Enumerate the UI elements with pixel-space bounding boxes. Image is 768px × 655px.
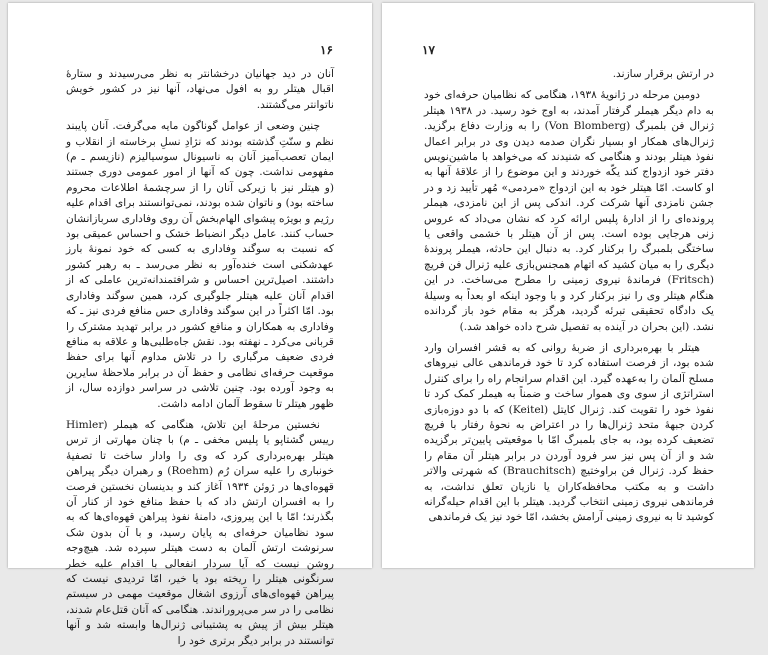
page-number: ۱۷ — [422, 43, 435, 57]
paragraph: چنین وضعی از عوامل گوناگون مایه می‌گرفت. آنان پایبند نظم و سنّتِ گذشته بودند که نژادِ نسلِ برخاسته از انقلاب و ایمان تعصب‌آمیز آنان به ناسیونال سوسیالیزم (نازیسم ـ م) مفهومی نداشت. چون که آنها از امور عمومی دوری جستند (و هیتلر نیز با زیرکی آنان را از سرچشمهٔ اطلاعات محروم ساخته بود) و ناتوان شده بودند، نمی‌توانستند برای اقدام علیه رژیم و بویژه پیشوای الهام‌بخش آن روی وفاداری سربازانشان حساب کنند. عامل دیگر انضباط خشک و احساس عمیقی بود که نسبت به سوگند وفاداری به کسی که خود نمونهٔ بارز عهدشکنی است خنده‌آور به نظر می‌رسد ـ به رهبر کشور داشتند. اصیل‌ترین احساس و شرافتمندانه‌ترین عاملی که از اقدام آنان علیه هیتلر جلوگیری کرد، همین سوگند وفاداری بود. امّا اکثراً در این سوگند وفاداری حس منافع فردی نیز ـ که وفاداری به همکاران و منافع کشور در برابر تهدید مشترک را قربانی می‌کرد ـ نهفته بود. نقش جاه‌طلبی‌ها و علاقه به منافع فردی ضعیف مرگباری را در تلاش مداوم آنها برای حفظ موقعیت حرفه‌ای نظامی و حفظ آن در برابر ملاحظهٔ سایرین به وجود آورده بود. چنین تلاشی در سراسر دوازده سال، از ظهور هیتلر تا سقوط آلمان ادامه داشت. — [66, 120, 334, 410]
paragraph: هیتلر با بهره‌برداری از ضربهٔ روانی که به قشر افسران وارد شده بود، از فرصت استفاده کرد تا خود فرماندهی عالی نیروهای مسلح آلمان را به‌عهده گیرد. این اقدام سرانجام راه را برای کنترل استراتژی از سوی وی هموار ساخت و ضمناً به هیملر کمک کرد تا نفوذ خود را تقویت کند. ژنرال کایتل (Keitel) که با دو دوزه‌بازی کردن جبههٔ متحد ژنرال‌ها را در اعتراض به نحوهٔ رفتار با فریچ تضعیف کرده بود، به جای بلمبرگ امّا با موقعیتی پایین‌تر برگزیده شد و از آن پس نیز سر فرود آوردن در برابر هیتلر آن مقام را حفظ کرد. ژنرال فن براوختیچ (Brauchitsch) که شهرتی والاتر داشت و به مکتب محافظه‌کاران یا نازیان تعلق نداشت، به فرماندهی نیروی زمینی انتخاب گردید. هیتلر با این اقدام حیله‌گرانه کوشید تا به نیروی زمینی آرامش بخشد، امّا خود نیز یک فرماندهی — [424, 341, 714, 524]
paragraph: دومین مرحله در ژانویهٔ ۱۹۳۸، هنگامی که نظامیان حرفه‌ای خود به دام دیگر هیملر گرفتار آمدند، به اوج خود رسید. در ۱۹۳۸ هیتلر ژنرال فن بلمبرگ (Von Blomberg) را به وزارت دفاع برگزید. ژنرال‌های همکار او بسیار نگران صدمه دیدن وی در برابر اعمال نفوذ هیتلر بودند و هنگامی که شنیدند که می‌خواهد با ماشین‌نویس دفتر خود ازدواج کند یکّه خوردند و این موضوع را از علاقهٔ آنها به او کاست. امّا هیتلر خود به این ازدواج «مردمی» مُهر تأیید زد و در جشن نامزدی آنها شرکت کرد. اندکی پس از این نامزدی، هیملر پرونده‌ای را از ادارهٔ پلیس ارائه کرد که نشان می‌داد که عروس زنی هرجایی بوده است. پس از آن هیتلر با خشمی واقعی یا ساختگی بلمبرگ را برکنار کرد. به دنبال این حادثه، هیملر پروندهٔ دیگری را به میان کشید که اتهام همجنس‌بازی علیه ژنرال فن فریچ (Fritsch) فرماندهٔ نیروی زمینی را مطرح می‌ساخت. در این هنگام هیتلر وی را نیز برکنار کرد و با وجود اینکه او بعداً به وسیلهٔ یک دادگاه تحقیقی تبرئه گردید، هرگز به مقام خود باز گردانده نشد. (این بحران در آینده به تفصیل شرح داده خواهد شد.) — [424, 89, 714, 333]
paragraph: آنان در دید جهانیان درخشانتر به نظر می‌رسیدند و ستارهٔ اقبال هیتلر رو به افول می‌نهاد، آنها نیز در کشور خویش ناتوانتر می‌گشتند. — [66, 68, 334, 111]
paragraph: در ارتش برقرار سازند. — [612, 68, 714, 80]
page-right — [382, 3, 754, 568]
page-body — [424, 67, 714, 532]
page-number: ۱۶ — [320, 43, 333, 57]
page-left — [8, 3, 372, 647]
page-body — [66, 67, 334, 655]
paragraph: نخستین مرحلهٔ این تلاش، هنگامی که هیملر (Himler رییس گشتاپو یا پلیس مخفی ـ م) با چنان مهارتی از ترس هیتلر بهره‌برداری کرد که وی را وادار ساخت تا تصفیهٔ خونباری را علیه سران رُم (Roehm) و رهبران دیگر پیراهن قهوه‌ای‌ها در ژوئن ۱۹۳۴ آغاز کند و بدینسان نخستین فرصت را به افسران ارتش داد که با حفظ منافع خود از کنار آن بگذرند؛ امّا با این پیروزی، دامنهٔ نفوذ پیراهن قهوه‌ای‌ها که به سود نظامیان حرفه‌ای به پایان رسید، و با آن بدون شک سرنوشت ارتش آلمان به دست هیتلر سپرده شد. هیچ‌وجه روشن نیست که آیا سردار انفعالی با اقدام علیه خطر سرنگونی هیتلر را ریخته بود یا خیر، امّا تردیدی نیست که پیراهن قهوه‌ای‌های آرزوی اشغال موقعیت مهمی در سیستم نظامی را در سر می‌پروراندند. هنگامی که آنان قتل‌عام شدند، هیتلر بیش از پیش به پشتیبانی ژنرال‌ها وابسته شد و آنها توانستند در برابر دیگر برتری خود را — [66, 418, 334, 647]
